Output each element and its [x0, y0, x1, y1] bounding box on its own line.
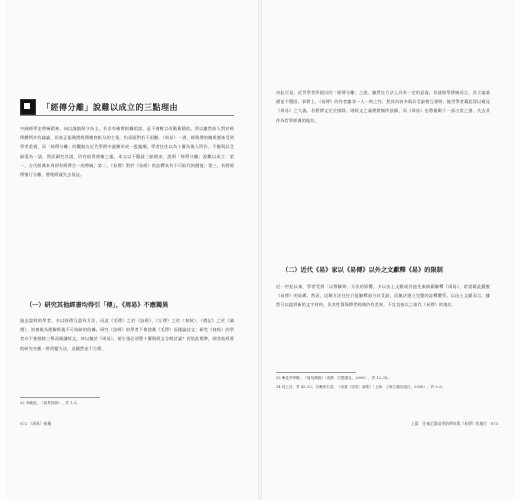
left-footnote: 32 李鏡池，《周易探源》，頁 1–3。: [20, 401, 80, 405]
left-paragraph-1: 中國經學史傳統精神，向以謹慎保守為主，若非有確實根據的話，是不會輕言改動舊籍的。所以雖然前人對於經傳體例多有議論，但真正能夠將經傳徹底析分的主張，仍須面對若干困難。《周易》一書，經與傳的關係歷來受到學者重視，而「經傳分離」的觀點在近代學術中逐漸形成一股風潮。學者往往以為十翼為後人所作，不應與卦爻辭混為一談，然而細究其說，仍有值得商榷之處。本文以下擬就三點理由，說明「經傳分離」說難以成立：第一，古代經典本身即有經傳合一的傳統；第二，《易傳》對於《易經》的詮釋具有不可取代的價值；第三，若將經傳強行分離，將使經義失去依託。: [20, 126, 234, 178]
right-footnote-33: 33 參見李學勤，《周易溯源》（成都：巴蜀書社，2006），頁 12–18。: [276, 376, 391, 380]
right-subheading: （二）近代《易》家以《易傳》以外之文獻釋《易》的限制: [282, 267, 443, 274]
right-paragraph-1: 由此可見，近世學者所提出的「經傳分離」之說，雖然在方法上具有一定的意義，但就經學傳統而言，其立論基礎並不穩固。事實上，《易傳》的作者雖非一人一時之作，然其內容多與卦爻辭相互發明，後世學者藉此得以窺見《周易》之大義。若將傳文完全排除，則經文之義理將無所依歸，而《周易》也將僅剩下一部占筮之書，失去其作為哲學經典的地位。: [276, 90, 490, 123]
section-underline: [20, 115, 234, 116]
left-paragraph-2: 過去說經的學者，多以經傳互證為方法，因此《毛傳》之於《詩經》、《左傳》之於《春秋》、《禮記》之於《儀禮》，皆被視為理解經義不可或缺的依據。研究《詩經》的學者不會捨棄《毛傳》而僅論詩文；研究《春秋》的學者亦不會排除三傳而僅讀經文。何以獨於《周易》，卻主張必須將十翼與經文分開討論？若依此標準，則其他經書的研究亦應一併改變方法，這顯然並不合理。: [20, 318, 234, 351]
right-footnote-rule: [276, 372, 356, 373]
section-title: 「經傳分離」說難以成立的三點理由: [42, 101, 178, 112]
right-paragraph-2: 近一世紀以來，學者受到「以傳解經」方法的影響，多以出土文獻或其他先秦典籍解釋《周易》，希望藉此擺脫《易傳》的束縛。然而，這類方法往往只能解釋部分卦爻辭，而無法建立完整的詮釋體系。以出土文獻而言，雖然可以提供新的文字材料，但其性質與傳世經典仍有差異，不宜直接以之取代《易傳》的地位。: [276, 284, 490, 308]
section-marker-icon: [20, 99, 36, 115]
right-folio: 上篇 先秦至漢易學的傳承與《易傳》的地位 073: [411, 421, 498, 426]
right-footnote-34: 34 同上註，頁 45–52；另參廖名春，《帛書〈周易〉論集》（上海：上海古籍出版社，2008），頁 3–9。: [276, 385, 446, 389]
left-subheading: （一）研究其他經書均得引「傳」，《周易》不應獨異: [26, 302, 169, 309]
left-footnote-rule: [20, 397, 100, 398]
left-folio: 072 《周易》新解: [20, 421, 52, 426]
section-heading: [20, 99, 234, 115]
